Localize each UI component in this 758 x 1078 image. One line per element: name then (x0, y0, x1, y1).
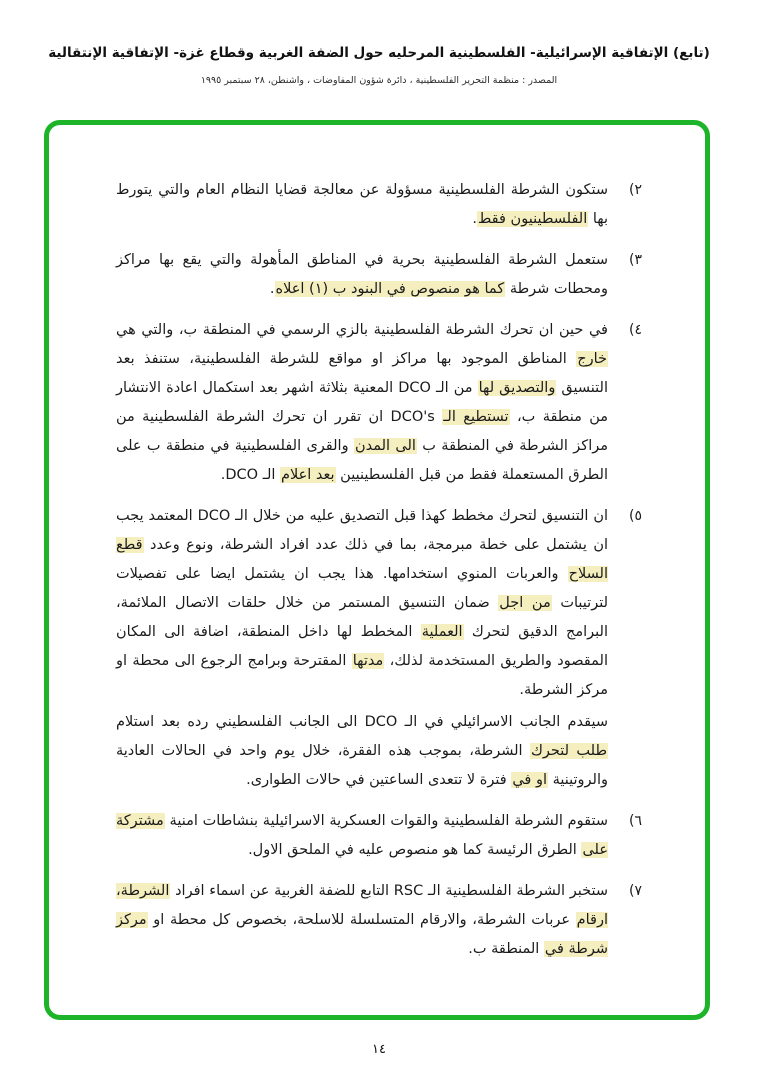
item-number: (٥ (629, 508, 642, 524)
item-body (116, 246, 608, 307)
item-body (116, 176, 608, 237)
item-number: (٦ (629, 813, 642, 829)
paragraph-text: ستقوم الشرطة الفلسطينية والقوات العسكرية الاسرائيلية بنشاطات امنية مشتركة على الطرق الرئيسة كما هو منصوص عليه في الملحق الاول. (116, 813, 608, 858)
paragraph-text: ان التنسيق لتحرك مخطط كهذا قبل التصديق عليه من خلال الـ DCO المعتمد يجب ان يشتمل على خطة مبرمجة، بما في ذلك عدد افراد الشرطة، ونوع وعدد قطع السلاح والعربات المنوي استخدامها. هذا يجب ان يشتمل ايضا على تفصيلات لترتيبات من اجل ضمان التنسيق المستمر من خلال حلقات الاتصال الملائمة، البرامج الدقيق لتحرك العملية المخطط لها داخل المنطقة، اضافة الى المكان المقصود والطريق المستخدمة لذلك، مدتها المقترحة وبرامج الرجوع الى محطة او مركز الشرطة. (116, 508, 609, 698)
paragraph-text: في حين ان تحرك الشرطة الفلسطينية بالزي الرسمي في المنطقة ب، والتي هي خارج المناطق الموجود بها مراكز او مواقع للشرطة الفلسطينية، ستنفذ بعد التنسيق والتصديق لها من الـ DCO المعنية بثلاثة اشهر بعد استكمال اعادة الانتشار من منطقة ب، تستطيع الـ DCO's ان تقرر ان تحرك الشرطة الفلسطينية من مراكز الشرطة في المنطقة ب الى المدن والقرى الفلسطينية في منطقة ب على الطرق المستعملة فقط من قبل الفلسطينيين بعد اعلام الـ DCO. (116, 322, 609, 483)
source-line: المصدر : منظمة التحرير الفلسطينية ، دائرة شؤون المفاوضات ، واشنطن، ٢٨ سبتمبر ١٩٩٥ (200, 75, 558, 86)
list-item (116, 316, 642, 493)
paragraph-text: ستخبر الشرطة الفلسطينية الـ RSC التابع للضفة الغربية عن اسماء افراد الشرطة، ارقام عربات الشرطة، والارقام المتسلسلة للاسلحة، بخصوص كل محطة او مركز شرطة في المنطقة ب. (116, 883, 608, 957)
item-number: (٧ (629, 883, 642, 899)
item-number: (٢ (629, 182, 642, 198)
item-body (116, 807, 608, 868)
paragraph-text: سيقدم الجانب الاسرائيلي في الـ DCO الى الجانب الفلسطيني رده بعد استلام طلب لتحرك الشرطة، بموجب هذه الفقرة، خلال يوم واحد في الحالات العادية والروتينية او في فترة لا تتعدى الساعتين في حالات الطوارى. (116, 714, 608, 788)
item-body (116, 502, 608, 798)
list-item (116, 877, 642, 967)
page-number: ١٤ (372, 1042, 386, 1057)
list-item (116, 176, 642, 237)
list-item (116, 807, 642, 868)
document-title: (تابع) الإتفاقية الإسرائيلية- الفلسطينية المرحليه حول الضفة الغربية وقطاع غزة- الإتفاقية الإنتقالية (48, 45, 710, 61)
list-item (116, 502, 642, 798)
document-body (116, 176, 642, 976)
list-item (116, 246, 642, 307)
item-number: (٤ (629, 322, 642, 338)
item-body (116, 316, 608, 493)
item-body (116, 877, 608, 967)
paragraph-text: ستعمل الشرطة الفلسطينية بحرية في المناطق المأهولة والتي يقع بها مراكز ومحطات شرطة كما هو منصوص في البنود ب (١) اعلاه. (116, 252, 608, 297)
item-number: (٣ (629, 252, 642, 268)
page-header (0, 44, 758, 86)
paragraph-text: ستكون الشرطة الفلسطينية مسؤولة عن معالجة قضايا النظام العام والتي يتورط بها الفلسطينيون فقط. (116, 182, 608, 227)
